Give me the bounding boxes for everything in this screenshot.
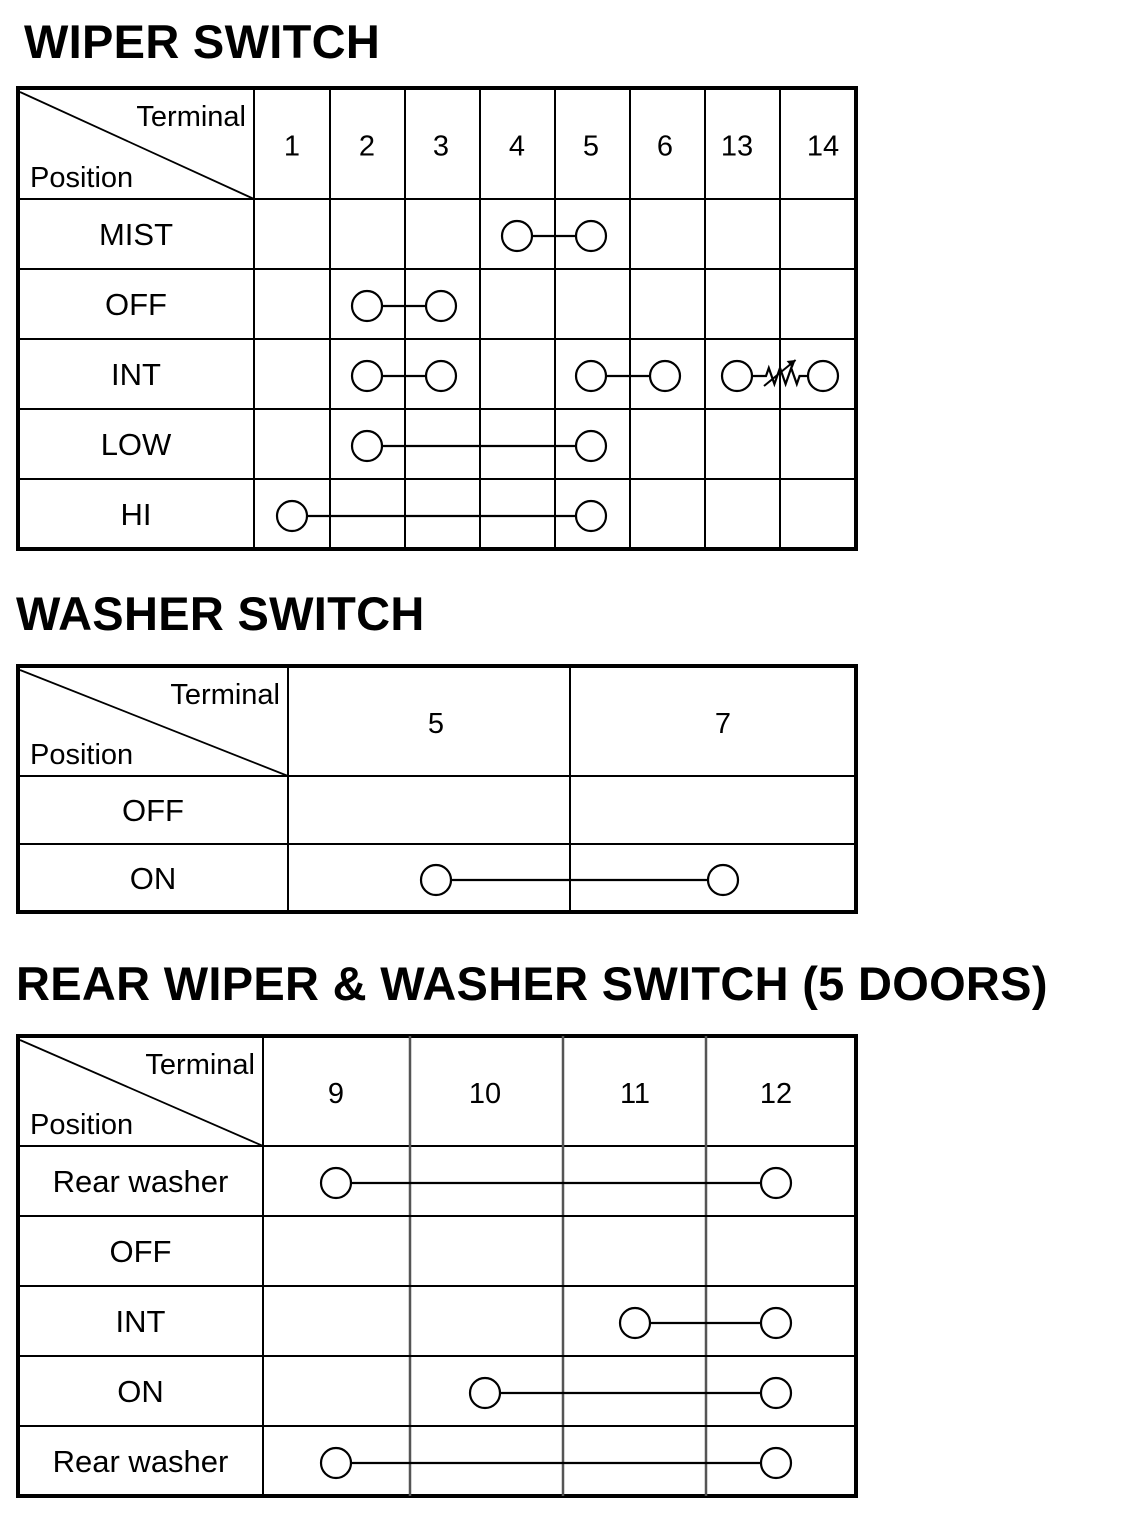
position-label: OFF [122, 793, 184, 828]
position-label: ON [117, 1374, 164, 1409]
terminal-header: 5 [582, 130, 600, 163]
terminal-header: 3 [432, 130, 450, 163]
terminal-node [470, 1378, 500, 1408]
position-label: INT [111, 357, 161, 392]
terminal-node [761, 1378, 791, 1408]
position-label: INT [115, 1304, 166, 1339]
corner-terminal-label: Terminal [145, 1049, 255, 1081]
terminal-node [321, 1168, 351, 1198]
terminal-header: 7 [714, 708, 732, 740]
terminal-header: 12 [759, 1078, 793, 1110]
terminal-header: 4 [508, 130, 526, 163]
terminal-header: 1 [283, 130, 301, 163]
washer-switch-title: WASHER SWITCH [16, 587, 425, 640]
terminal-header: 5 [427, 708, 445, 740]
terminal-node [761, 1308, 791, 1338]
position-label: OFF [105, 287, 167, 322]
corner-position-label: Position [30, 739, 134, 771]
terminal-node [321, 1448, 351, 1478]
corner-terminal-label: Terminal [170, 679, 280, 711]
wiper-switch-title: WIPER SWITCH [24, 15, 381, 68]
position-label: ON [129, 861, 177, 896]
terminal-node [761, 1448, 791, 1478]
terminal-header: 14 [806, 130, 840, 163]
position-label: Rear washer [52, 1444, 229, 1479]
terminal-header: 11 [619, 1078, 651, 1110]
terminal-node [620, 1308, 650, 1338]
position-label: MIST [98, 217, 174, 252]
corner-terminal-label: Terminal [136, 101, 246, 133]
terminal-header: 9 [327, 1078, 345, 1110]
connection [321, 1168, 791, 1198]
connection [470, 1378, 791, 1408]
position-label: LOW [100, 427, 172, 462]
terminal-header: 2 [358, 130, 376, 163]
terminal-node [761, 1168, 791, 1198]
rear-wiper-washer-switch-title: REAR WIPER & WASHER SWITCH (5 DOORS) [16, 957, 1048, 1010]
connection [321, 1448, 791, 1478]
terminal-header: 10 [468, 1078, 502, 1110]
position-label: Rear washer [52, 1164, 229, 1199]
terminal-header: 13 [720, 130, 754, 163]
position-label: OFF [109, 1234, 172, 1269]
terminal-header: 6 [656, 130, 674, 163]
corner-position-label: Position [30, 162, 134, 194]
position-label: HI [120, 497, 152, 532]
corner-position-label: Position [30, 1109, 134, 1141]
